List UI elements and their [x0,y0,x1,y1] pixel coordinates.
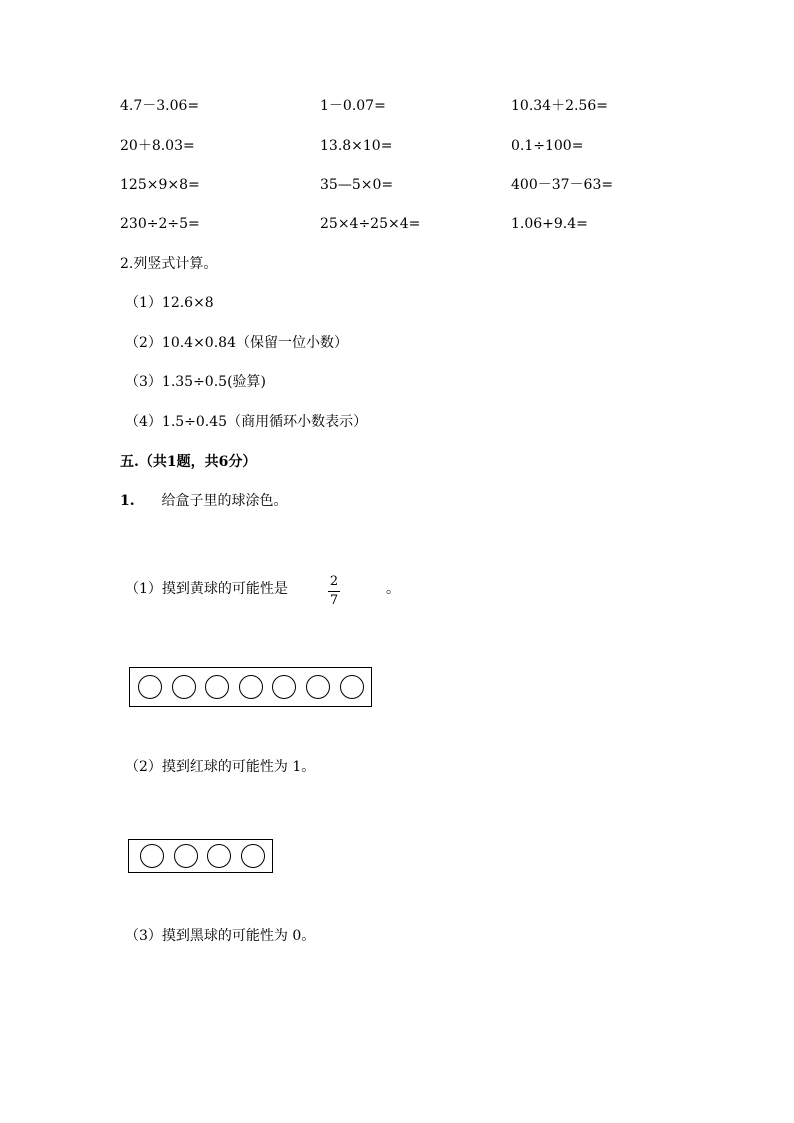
ball-circle[interactable] [138,675,162,699]
calc-row-1 [120,95,720,117]
question-2-item-2: （2）10.4×0.84（保留一位小数） [125,335,348,351]
ball-circle[interactable] [140,844,164,868]
ball-circle[interactable] [174,844,198,868]
ball-circle[interactable] [241,844,265,868]
part-2-text: （2）摸到红球的可能性为 1。 [125,759,316,775]
calc-item: 0.1÷100= [511,138,584,154]
ball-circle[interactable] [239,675,263,699]
calc-row-3 [120,174,720,196]
part-3-text: （3）摸到黑球的可能性为 0。 [125,928,316,944]
calc-item: 13.8×10= [320,138,393,154]
section-5-heading: 五.（共1题，共6分） [120,454,257,470]
ball-circle[interactable] [172,675,196,699]
calc-item: 1.06+9.4= [511,216,588,232]
ball-circle[interactable] [207,844,231,868]
question-2-item-1: （1）12.6×8 [125,295,214,311]
part-1-text: （1）摸到黄球的可能性是 [125,581,288,597]
question-2-item-4: （4）1.5÷0.45（商用循环小数表示） [125,414,368,430]
question-text: 给盒子里的球涂色。 [161,493,288,509]
fraction-denominator: 7 [329,593,339,608]
ball-circle[interactable] [272,675,296,699]
question-1-line [120,490,288,512]
probability-fraction [326,574,342,609]
part-1-end: 。 [386,581,400,597]
fraction-bar [328,591,340,592]
question-2-title: 2.列竖式计算。 [120,256,218,272]
ball-circle[interactable] [340,675,364,699]
calc-row-2 [120,135,720,157]
calc-item: 1－0.07= [320,98,386,114]
question-number: 1. [120,493,135,509]
calc-item: 230÷2÷5= [120,216,200,232]
calc-item: 10.34＋2.56= [511,98,608,114]
ball-circle[interactable] [205,675,229,699]
calc-item: 35—5×0= [320,177,394,193]
ball-box-1 [129,667,372,707]
ball-box-2 [128,839,273,873]
ball-circle[interactable] [306,675,330,699]
calc-item: 20＋8.03= [120,138,195,154]
calc-item: 125×9×8= [120,177,200,193]
calc-item: 25×4÷25×4= [320,216,421,232]
calc-row-4 [120,213,720,235]
question-2-item-3: （3）1.35÷0.5(验算) [125,374,266,390]
calc-item: 400－37－63= [511,177,614,193]
calc-item: 4.7－3.06= [120,98,200,114]
fraction-numerator: 2 [329,574,339,589]
